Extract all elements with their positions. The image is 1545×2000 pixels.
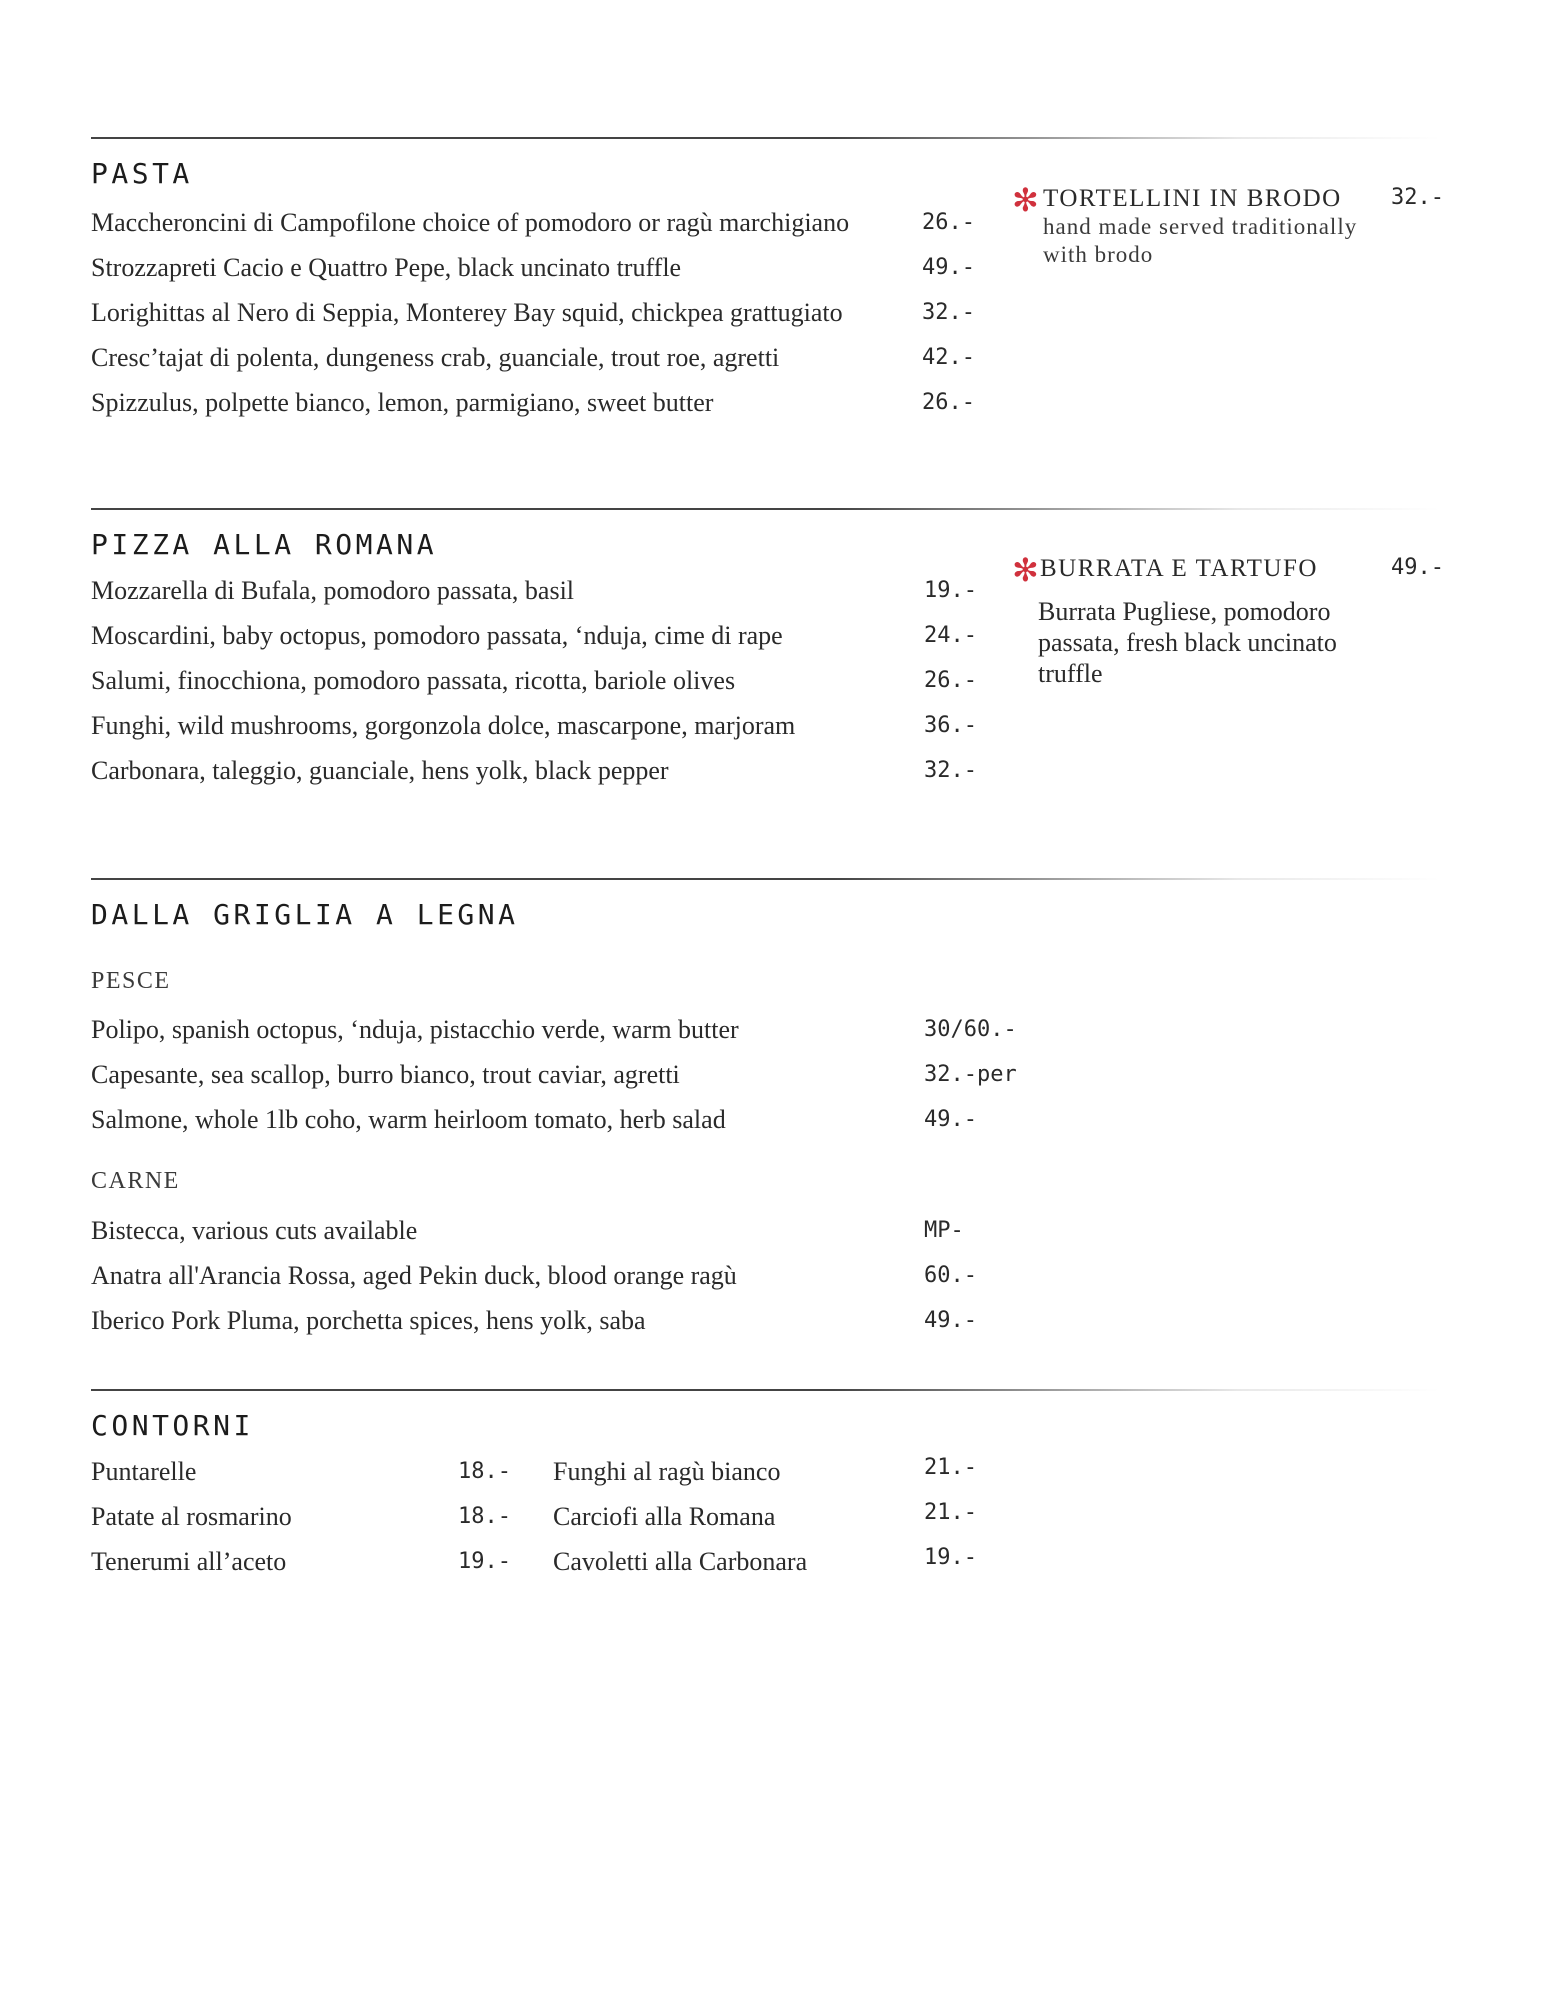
- section-heading-griglia: DALLA GRIGLIA A LEGNA: [91, 898, 519, 931]
- side-dish-price: 19.-: [458, 1549, 511, 1574]
- side-dish-price: 18.-: [458, 1459, 511, 1484]
- asterisk-icon: ✻: [1012, 182, 1039, 218]
- menu-item-price: 42.-: [922, 345, 975, 370]
- featured-item-title: TORTELLINI IN BRODO: [1043, 185, 1342, 212]
- pasta-divider: [91, 137, 1441, 139]
- featured-item-description: hand made served traditionally with brodo: [1043, 214, 1358, 267]
- menu-item-name: Strozzapreti Cacio e Quattro Pepe, black uncinato truffle: [91, 253, 682, 282]
- menu-item-price: 24.-: [924, 623, 977, 648]
- menu-item-price: 32.-: [922, 300, 975, 325]
- side-dish-name: Puntarelle: [91, 1457, 197, 1486]
- menu-item-name: Cresc’tajat di polenta, dungeness crab, guanciale, trout roe, agretti: [91, 343, 780, 372]
- side-dish-name: Cavoletti alla Carbonara: [553, 1547, 808, 1576]
- menu-item-price: 19.-: [924, 578, 977, 603]
- side-dish-price: 19.-: [924, 1545, 977, 1570]
- section-heading-pasta: PASTA: [91, 157, 193, 190]
- menu-item-name: Capesante, sea scallop, burro bianco, trout caviar, agretti: [91, 1060, 680, 1089]
- side-dish-price: 21.-: [924, 1455, 977, 1480]
- menu-item-name: Carbonara, taleggio, guanciale, hens yolk, black pepper: [91, 756, 669, 785]
- section-heading-pizza: PIZZA ALLA ROMANA: [91, 528, 438, 561]
- featured-item-title: BURRATA E TARTUFO: [1040, 555, 1318, 582]
- menu-item-name: Anatra all'Arancia Rossa, aged Pekin duck, blood orange ragù: [91, 1261, 737, 1290]
- section-heading-contorni: CONTORNI: [91, 1409, 254, 1442]
- griglia-divider: [91, 878, 1441, 880]
- menu-item-price: 49.-: [924, 1308, 977, 1333]
- featured-item-price: 49.-: [1391, 555, 1444, 580]
- side-dish-name: Carciofi alla Romana: [553, 1502, 776, 1531]
- side-dish-price: 21.-: [924, 1500, 977, 1525]
- menu-item-name: Lorighittas al Nero di Seppia, Monterey Bay squid, chickpea grattugiato: [91, 298, 843, 327]
- menu-item-price: 49.-: [924, 1107, 977, 1132]
- menu-item-name: Mozzarella di Bufala, pomodoro passata, basil: [91, 576, 575, 605]
- menu-item-price: 32.-: [924, 758, 977, 783]
- menu-item-name: Bistecca, various cuts available: [91, 1216, 418, 1245]
- subsection-label-carne: CARNE: [91, 1168, 180, 1194]
- pizza-divider: [91, 508, 1441, 510]
- menu-item-price: 60.-: [924, 1263, 977, 1288]
- menu-item-price: 26.-: [924, 668, 977, 693]
- side-dish-name: Tenerumi all’aceto: [91, 1547, 287, 1576]
- contorni-divider: [91, 1389, 1441, 1391]
- menu-item-name: Salumi, finocchiona, pomodoro passata, ricotta, bariole olives: [91, 666, 736, 695]
- side-dish-price: 18.-: [458, 1504, 511, 1529]
- menu-item-name: Polipo, spanish octopus, ‘nduja, pistacchio verde, warm butter: [91, 1015, 739, 1044]
- subsection-label-pesce: PESCE: [91, 968, 171, 994]
- menu-item-name: Iberico Pork Pluma, porchetta spices, hens yolk, saba: [91, 1306, 646, 1335]
- menu-item-price: 32.-per: [924, 1062, 1017, 1087]
- menu-item-name: Moscardini, baby octopus, pomodoro passata, ‘nduja, cime di rape: [91, 621, 783, 650]
- menu-item-name: Maccheroncini di Campofilone choice of pomodoro or ragù marchigiano: [91, 208, 850, 237]
- featured-item-description: Burrata Pugliese, pomodoro passata, fresh black uncinato truffle: [1038, 597, 1337, 688]
- menu-item-name: Spizzulus, polpette bianco, lemon, parmigiano, sweet butter: [91, 388, 714, 417]
- side-dish-name: Funghi al ragù bianco: [553, 1457, 781, 1486]
- menu-item-price: 36.-: [924, 713, 977, 738]
- menu-item-price: 49.-: [922, 255, 975, 280]
- menu-item-price: 26.-: [922, 210, 975, 235]
- featured-item-price: 32.-: [1391, 185, 1444, 210]
- side-dish-name: Patate al rosmarino: [91, 1502, 292, 1531]
- menu-item-name: Salmone, whole 1lb coho, warm heirloom tomato, herb salad: [91, 1105, 726, 1134]
- menu-item-price: 26.-: [922, 390, 975, 415]
- menu-item-price: 30/60.-: [924, 1017, 1017, 1042]
- menu-item-price: MP-: [924, 1218, 964, 1243]
- asterisk-icon: ✻: [1012, 552, 1039, 588]
- menu-item-name: Funghi, wild mushrooms, gorgonzola dolce, mascarpone, marjoram: [91, 711, 796, 740]
